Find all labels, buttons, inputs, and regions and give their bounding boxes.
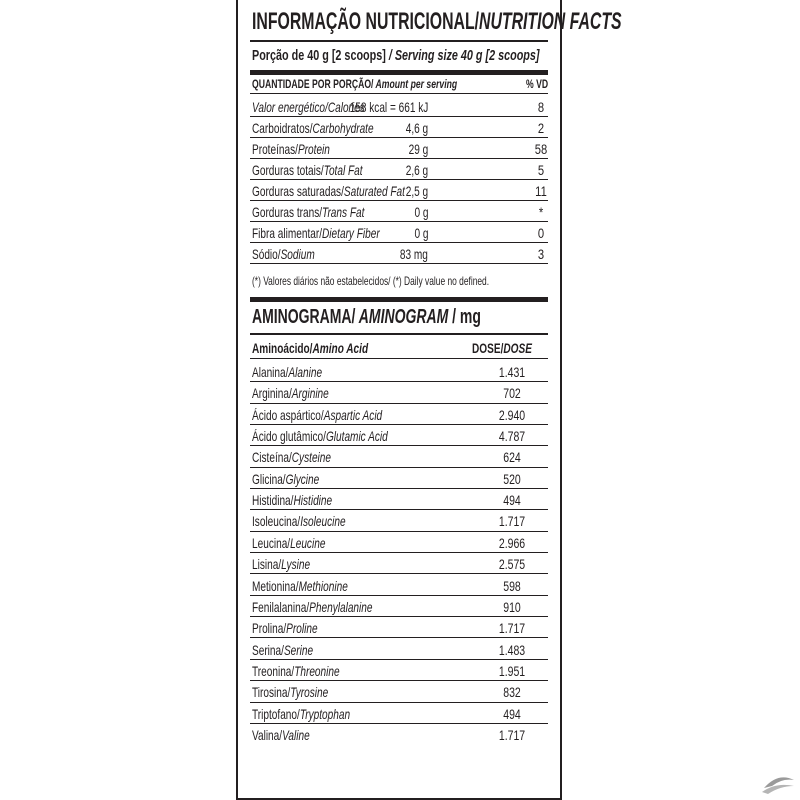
title-italic: NUTRITION FACTS	[479, 8, 622, 35]
amino-name	[252, 535, 325, 551]
amino-row	[250, 575, 548, 596]
brand-logo-icon	[760, 770, 796, 796]
amino-name-pt: Leucina/	[252, 534, 291, 551]
amino-name-pt: Glicina/	[252, 470, 286, 487]
amino-name-en: Lysine	[281, 556, 311, 573]
amino-name-pt: Metionina/	[252, 577, 299, 594]
amino-name-pt: Prolina/	[252, 620, 287, 637]
amino-row	[250, 724, 548, 745]
vd-column-header: % VD	[526, 77, 549, 91]
amino-name-pt: Cisteína/	[252, 449, 292, 466]
amino-name-pt: Isoleucina/	[252, 513, 301, 530]
nutrient-name	[252, 141, 330, 157]
serving-italic: / Serving size 40 g [2 scoops]	[388, 47, 540, 64]
amino-name-en: Serine	[283, 641, 314, 658]
nutrient-name	[252, 120, 374, 136]
divider	[250, 40, 548, 42]
nutrient-name	[252, 225, 380, 241]
amino-dose: 4.787	[498, 428, 526, 445]
nutrient-name-en: Trans Fat	[322, 204, 365, 220]
title-main: INFORMAÇÃO NUTRICIONAL/	[252, 8, 480, 35]
nutrient-quantity: 83 mg	[399, 246, 428, 262]
aminogram-unit: / mg	[448, 306, 481, 328]
nutrition-row	[250, 96, 548, 117]
amino-row	[250, 382, 548, 403]
nutrient-name-pt: Sódio/	[252, 246, 281, 262]
nutrition-row	[250, 117, 548, 138]
divider	[250, 358, 548, 359]
nutrient-name-pt: Gorduras saturadas/	[252, 183, 344, 199]
amino-name-pt: Tirosina/	[252, 684, 291, 701]
thick-divider	[250, 70, 548, 75]
amino-row	[250, 553, 548, 574]
nutrition-row	[250, 222, 548, 243]
nutrient-name-pt: Proteínas/	[252, 141, 298, 157]
amino-name	[252, 684, 328, 700]
nutrient-name-en: Dietary Fiber	[322, 225, 380, 241]
amino-row	[250, 404, 548, 425]
amino-dose: 1.717	[498, 726, 526, 743]
amino-name-en: Methionine	[298, 577, 348, 594]
nutrient-name	[252, 246, 315, 262]
nutrient-name-en: Total Fat	[323, 162, 363, 178]
amino-row	[250, 489, 548, 510]
nutrient-vd: 5	[537, 162, 545, 178]
amino-column-header	[252, 340, 368, 356]
amino-dose: 832	[503, 684, 521, 701]
nutrition-row	[250, 138, 548, 159]
nutrition-label	[236, 0, 622, 800]
nutrient-vd: 11	[535, 183, 547, 199]
nutrient-quantity: 2,5 g	[405, 183, 428, 199]
nutrition-row	[250, 180, 548, 201]
aminogram-main: AMINOGRAMA/	[252, 306, 356, 328]
amino-name	[252, 513, 346, 529]
amino-name	[252, 428, 388, 444]
header-italic: Amount per serving	[373, 77, 458, 91]
amino-name-pt: Fenilalanina/	[252, 598, 310, 615]
nutrient-vd: 2	[537, 120, 545, 136]
amino-name-pt: Alanina/	[252, 364, 289, 380]
amino-name-en: Alanine	[288, 364, 323, 380]
amino-dose: 910	[503, 598, 521, 615]
amino-name	[252, 663, 340, 679]
amino-name-en: Arginine	[291, 385, 329, 402]
nutrient-name-en: Carbohydrate	[312, 120, 374, 136]
amino-row	[250, 703, 548, 724]
amino-name-en: Proline	[286, 620, 318, 637]
amino-name	[252, 407, 382, 423]
amino-name-en: Phenylalanine	[309, 598, 373, 615]
nutrient-name	[252, 162, 363, 178]
amino-header-en: Amino Acid	[312, 340, 369, 356]
footnote: (*) Valores diários não estabelecidos/ (*) Daily value no defined.	[252, 274, 490, 288]
nutrition-row	[250, 201, 548, 222]
divider	[250, 333, 548, 335]
nutrient-quantity: 4,6 g	[405, 120, 428, 136]
amino-dose: 2.575	[498, 556, 526, 573]
amino-name	[252, 642, 313, 658]
serving-main: Porção de 40 g [2 scoops]	[252, 47, 389, 64]
amino-name-en: Histidine	[293, 492, 333, 509]
nutrient-name-pt: Gorduras trans/	[252, 204, 323, 220]
amino-row	[250, 510, 548, 531]
dose-header-pt: DOSE/	[472, 340, 504, 356]
nutrient-name-pt: Gorduras totais/	[252, 162, 324, 178]
amino-dose: 1.483	[498, 641, 526, 658]
thick-divider	[250, 297, 548, 302]
nutrient-vd: 58	[534, 141, 548, 157]
amino-dose: 520	[503, 470, 521, 487]
amino-dose: 624	[503, 449, 521, 466]
amino-name-pt: Triptofano/	[252, 705, 300, 722]
amino-row	[250, 361, 548, 382]
amino-name-en: Threonine	[294, 662, 340, 679]
amino-name-pt: Treonina/	[252, 662, 295, 679]
nutrient-quantity: 0 g	[413, 204, 428, 220]
nutrient-quantity: 158 kcal = 661 kJ	[349, 99, 428, 115]
amino-name-en: Leucine	[290, 534, 326, 551]
amino-row	[250, 639, 548, 660]
aminogram-title	[252, 306, 481, 328]
nutrient-name	[252, 99, 365, 115]
amino-name-en: Cysteine	[291, 449, 331, 466]
amino-dose: 1.431	[498, 364, 526, 380]
nutrient-name	[252, 204, 364, 220]
dose-header-en: DOSE	[503, 340, 532, 356]
nutrient-quantity: 29 g	[408, 141, 428, 157]
amino-dose: 1.717	[498, 620, 526, 637]
amino-name-en: Aspartic Acid	[323, 406, 383, 423]
nutrient-name-en: Saturated Fat	[343, 183, 405, 199]
amino-name	[252, 471, 319, 487]
nutrition-column-header	[252, 77, 457, 91]
amino-name-pt: Histidina/	[252, 492, 294, 509]
amino-name	[252, 578, 348, 594]
amino-row	[250, 681, 548, 702]
amino-name-en: Isoleucine	[300, 513, 346, 530]
amino-name-pt: Valina/	[252, 726, 283, 743]
amino-dose: 1.951	[498, 662, 526, 679]
amino-name-pt: Lisina/	[252, 556, 282, 573]
nutrient-vd: 8	[537, 99, 545, 115]
dose-column-header	[472, 340, 532, 356]
amino-name	[252, 727, 310, 743]
amino-name-pt: Arginina/	[252, 385, 292, 402]
amino-name-en: Glycine	[285, 470, 320, 487]
amino-dose: 2.966	[498, 534, 526, 551]
nutrient-vd: 0	[537, 225, 545, 241]
amino-name	[252, 449, 331, 465]
amino-dose: 494	[503, 492, 521, 509]
amino-header-pt: Aminoácido/	[252, 340, 313, 356]
nutrient-name-en: Protein	[297, 141, 330, 157]
serving-size	[252, 47, 540, 65]
amino-row	[250, 660, 548, 681]
nutrient-quantity: 0 g	[413, 225, 428, 241]
nutrient-quantity: 2,6 g	[405, 162, 428, 178]
header-main: QUANTIDADE POR PORÇÃO/	[252, 77, 374, 91]
amino-name-en: Valine	[282, 726, 310, 743]
amino-dose: 598	[503, 577, 521, 594]
amino-name-en: Glutamic Acid	[325, 428, 388, 445]
amino-dose: 2.940	[498, 406, 526, 423]
amino-row	[250, 596, 548, 617]
amino-row	[250, 425, 548, 446]
nutrient-vd: *	[538, 204, 544, 220]
nutrient-name-pt: Carboidratos/	[252, 120, 313, 136]
amino-name	[252, 706, 350, 722]
amino-dose: 702	[503, 385, 521, 402]
amino-row	[250, 532, 548, 553]
amino-row	[250, 468, 548, 489]
amino-name	[252, 364, 322, 380]
aminogram-italic: AMINOGRAM	[355, 306, 449, 328]
nutrient-name	[252, 183, 405, 199]
amino-name-pt: Ácido glutâmico/	[252, 428, 326, 445]
amino-name	[252, 599, 372, 615]
amino-name	[252, 620, 318, 636]
amino-row	[250, 446, 548, 467]
amino-name-en: Tyrosine	[290, 684, 329, 701]
nutrient-name-pt: Fibra alimentar/	[252, 225, 323, 241]
amino-name-en: Tryptophan	[299, 705, 351, 722]
nutrition-row	[250, 243, 548, 264]
amino-name	[252, 385, 329, 401]
amino-dose: 1.717	[498, 513, 526, 530]
amino-dose: 494	[503, 705, 521, 722]
nutrient-vd: 3	[537, 246, 545, 262]
amino-name	[252, 492, 332, 508]
nutrient-name-en: Sodium	[280, 246, 315, 262]
amino-name-pt: Ácido aspártico/	[252, 406, 324, 423]
label-title	[252, 10, 622, 34]
amino-name	[252, 556, 310, 572]
divider	[250, 93, 548, 94]
nutrition-row	[250, 159, 548, 180]
nutrient-name-en: Valor energético/Calories	[252, 99, 365, 115]
amino-name-pt: Serina/	[252, 641, 284, 658]
amino-row	[250, 617, 548, 638]
